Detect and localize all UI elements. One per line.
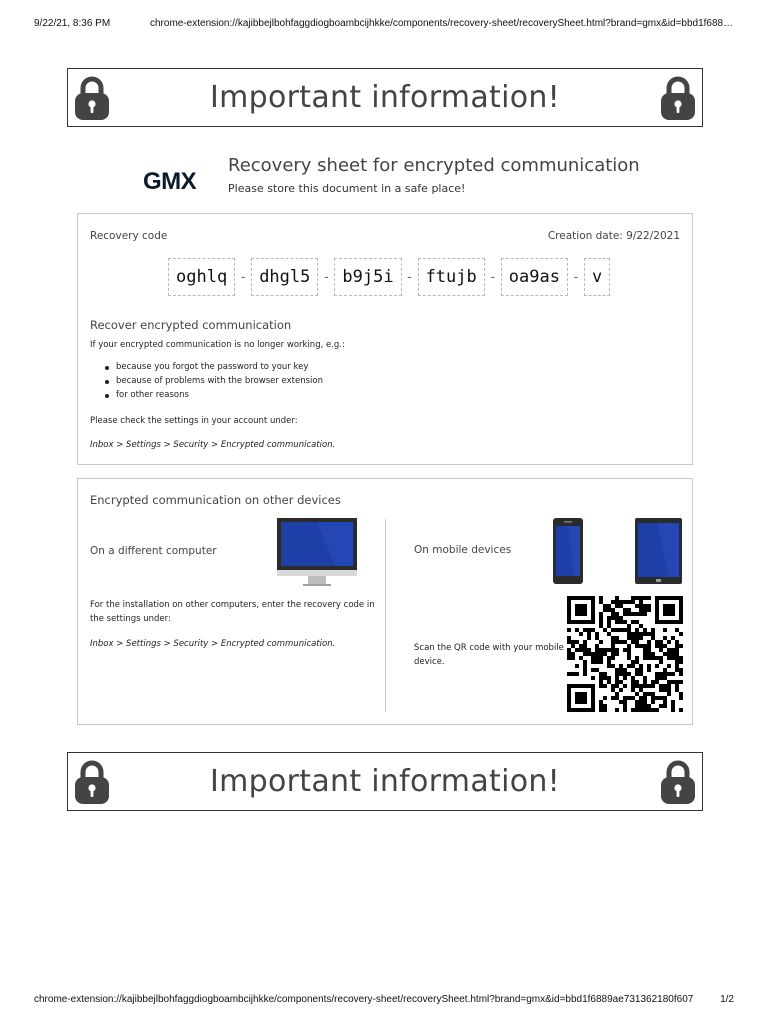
print-header [34,18,734,32]
list-item: because you forgot the password to your key [104,362,323,376]
tablet-icon [635,518,682,584]
recovery-code-card [77,213,693,465]
banner-title: Important information! [209,764,561,799]
recovery-code-label: Recovery code [90,230,168,242]
creation-date: Creation date: 9/22/2021 [547,230,680,242]
code-separator: - [322,269,331,285]
devices-section-title: Encrypted communication on other devices [90,493,341,507]
code-segment: b9j5i [334,258,401,296]
computer-instructions-2: the settings under: [90,614,171,624]
code-segment: dhgl5 [251,258,318,296]
code-segment: v [584,258,610,296]
qr-code [567,595,683,713]
important-banner-bottom [67,752,703,811]
code-separator: - [488,269,497,285]
column-divider [385,519,386,712]
recover-intro: If your encrypted communication is no longer working, e.g.: [90,340,345,350]
computer-instructions-1: For the installation on other computers, enter the recovery code in [90,600,375,610]
reason-list [104,362,323,404]
code-separator: - [572,269,580,285]
print-footer-url: chrome-extension://kajibbejlbohfaggdiogboambcijhkke/components/recovery-sheet/recoverySheet.html?brand=gmx&id=bbd1f6889ae731362180f607 [34,994,694,1005]
padlock-icon [660,759,696,805]
important-banner-top [67,68,703,127]
list-item: for other reasons [104,390,323,404]
mobile-instructions-1: Scan the QR code with your mobile [414,643,564,653]
print-url: chrome-extension://kajibbejlbohfaggdiogboambcijhkke/components/recovery-sheet/recoverySheet.html?brand=gmx&id=bbd1f688… [150,18,734,29]
list-item: because of problems with the browser extension [104,376,323,390]
code-separator: - [239,269,248,285]
computer-title: On a different computer [90,545,217,557]
computer-settings-path: Inbox > Settings > Security > Encrypted communication. [90,639,336,649]
check-settings-text: Please check the settings in your account under: [90,416,298,426]
padlock-icon [74,75,110,121]
print-footer [34,994,734,1008]
page-subtitle: Please store this document in a safe place! [228,182,466,195]
other-devices-card [77,478,693,725]
gmx-logo: GMX [143,168,197,195]
padlock-icon [660,75,696,121]
print-datetime: 9/22/21, 8:36 PM [34,18,111,29]
code-segment: oa9as [501,258,568,296]
recover-section-title: Recover encrypted communication [90,318,292,332]
monitor-icon [277,518,357,586]
code-segment: ftujb [418,258,485,296]
banner-title: Important information! [209,80,561,115]
smartphone-icon [553,518,583,584]
mobile-title: On mobile devices [414,544,512,556]
mobile-instructions-2: device. [414,657,445,667]
code-separator: - [405,269,414,285]
code-segment: oghlq [168,258,235,296]
page-number: 1/2 [720,994,734,1005]
brand-header [143,152,663,202]
recovery-code [168,257,610,297]
settings-path: Inbox > Settings > Security > Encrypted communication. [90,440,336,450]
padlock-icon [74,759,110,805]
page-title: Recovery sheet for encrypted communication [228,155,640,176]
